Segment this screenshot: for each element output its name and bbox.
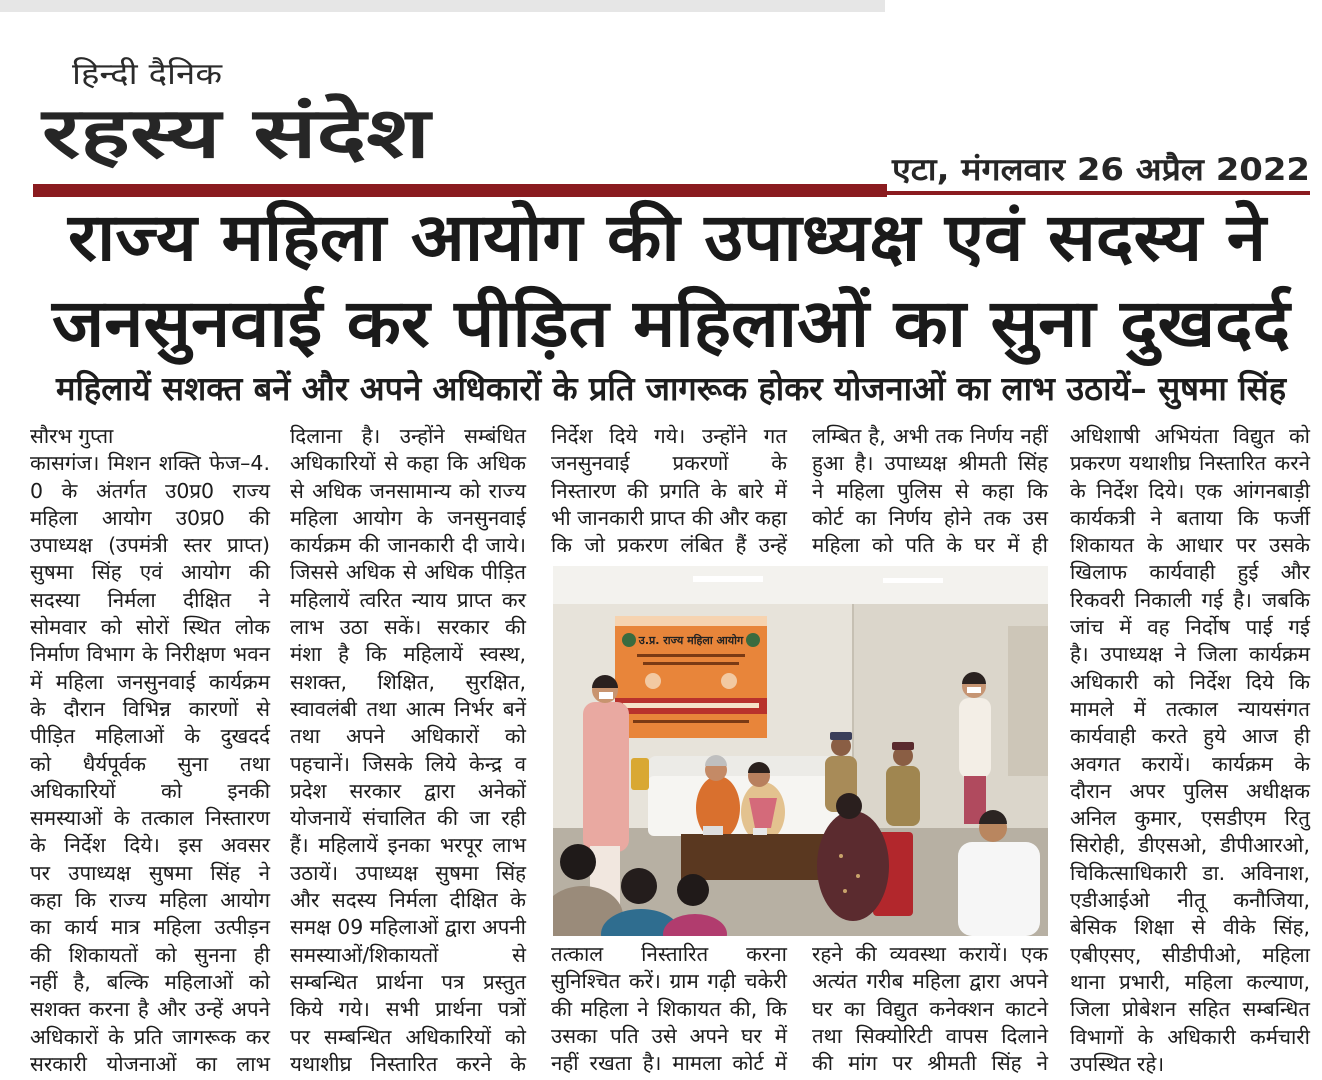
text-line: नहीं है, बल्कि महिलाओं को [30, 969, 270, 994]
text-line: सोमवार को सोरों स्थित लोक [30, 615, 270, 640]
text-line: थाना प्रभारी, महिला कल्याण, [1070, 969, 1310, 994]
text-line: जनसुनवाई प्रकरणों के [551, 451, 787, 476]
text-line: को धैर्यपूर्वक सुना तथा [30, 751, 270, 776]
text-line: की मांग पर श्रीमती सिंह ने [812, 1051, 1048, 1076]
dateline: एटा, मंगलवार 26 अप्रैल 2022 [892, 152, 1310, 188]
masthead-rule-thin [887, 191, 1310, 195]
text-line: मामले में तत्काल न्यायसंगत [1070, 696, 1310, 721]
text-line: अधिशाषी अभियंता विद्युत को [1070, 424, 1310, 448]
text-line: कार्यवाही करते हुये आज ही [1070, 724, 1310, 749]
text-line: दिलाना है। उन्होंने सम्बंधित [290, 424, 526, 448]
text-line: एबीएसए, सीडीपीओ, महिला [1070, 942, 1310, 967]
text-line: की महिला ने शिकायत की, कि [551, 996, 787, 1021]
column-2 [290, 423, 526, 1078]
text-line: कि जो प्रकरण लंबित हैं उन्हें [551, 533, 787, 558]
text-line: 0 के अंतर्गत उ0प्र0 राज्य [30, 478, 270, 503]
emblem-icon [746, 633, 760, 647]
text-line: है। उपाध्यक्ष ने जिला कार्यक्रम [1070, 642, 1310, 667]
text-line: किये गये। सभी प्रार्थना पत्रों [290, 997, 526, 1022]
column-1 [30, 423, 270, 1078]
text-line: खिलाफ कार्यवाही हुई और [1070, 560, 1310, 585]
column-4-bottom [812, 941, 1048, 1077]
text-line: सुषमा सिंह एवं आयोग की [30, 560, 270, 585]
text-line: उपस्थित रहे। [1070, 1051, 1165, 1076]
text-line: समक्ष 09 महिलाओं द्वारा अपनी [290, 915, 526, 940]
text-line: विभागों के अधिकारी कर्मचारी [1070, 1024, 1310, 1049]
paper-tagline: हिन्दी दैनिक [72, 57, 222, 92]
text-line: सदस्या निर्मला दीक्षित ने [30, 587, 270, 612]
text-line: और सदस्य निर्मला दीक्षित के [290, 888, 526, 913]
text-line: का कार्य मात्र महिला उत्पीड़न [30, 915, 270, 940]
text-line: अधिकारी को निर्देश दिये कि [1070, 669, 1310, 694]
text-line: जिला प्रोबेशन सहित सम्बन्धित [1070, 997, 1310, 1022]
text-line: महिला को पति के घर में ही [812, 533, 1048, 558]
text-line: समस्याओं के तत्काल निस्तारण [30, 806, 270, 831]
text-line: कहा कि राज्य महिला आयोग [30, 888, 270, 913]
text-line: पर उपाध्यक्ष सुषमा सिंह ने [30, 860, 270, 885]
masthead-rule [33, 184, 887, 197]
text-line: बेसिक शिक्षा से वीके सिंह, [1070, 915, 1310, 940]
paper-name: रहस्य संदेश [42, 92, 430, 174]
text-line: कार्यकत्री ने बताया कि फर्जी [1070, 505, 1310, 530]
commission-banner [615, 616, 767, 738]
text-line: शिकायत के आधार पर उसके [1070, 533, 1310, 558]
text-line: प्रदेश सरकार द्वारा अनेकों [290, 778, 526, 803]
column-4-top [812, 423, 1048, 559]
text-line: दौरान अपर पुलिस अधीक्षक [1070, 778, 1310, 803]
text-line: रहने की व्यवस्था करायें। एक [812, 942, 1048, 966]
text-line: कोर्ट का निर्णय होने तक उस [812, 505, 1048, 530]
text-line: हैं। महिलायें इनका भरपूर लाभ [290, 833, 526, 858]
column-3-top [551, 423, 787, 559]
text-line: तत्काल निस्तारित करना [551, 942, 787, 966]
text-line: स्वावलंबी तथा आत्म निर्भर बनें [290, 696, 526, 721]
text-line: मंशा है कि महिलायें स्वस्थ, [290, 642, 526, 667]
text-line: के निर्देश दिये। एक आंगनबाड़ी [1070, 478, 1310, 503]
text-line: हुआ है। उपाध्यक्ष श्रीमती सिंह [812, 451, 1048, 476]
text-line: अधिकारियों से कहा कि अधिक [290, 451, 526, 476]
emblem-icon [622, 633, 636, 647]
byline: सौरभ गुप्ता [30, 424, 114, 448]
subheadline: महिलायें सशक्त बनें और अपने अधिकारों के प्रति जागरूक होकर योजनाओं का लाभ उठायें– सुषमा सिंह [56, 369, 1286, 408]
banner-title: उ.प्र. राज्य महिला आयोग [638, 634, 744, 647]
text-line: भी जानकारी प्राप्त की और कहा [551, 505, 787, 530]
text-line: योजनायें संचालित की जा रही [290, 806, 526, 831]
text-line: महिला आयोग उ0प्र0 की [30, 505, 270, 530]
text-line: एडीआईओ नीतू कनौजिया, [1070, 888, 1310, 913]
top-edge-strip [0, 0, 885, 12]
text-line: पहचानें। जिसके लिये केन्द्र व [290, 751, 526, 776]
text-line: सशक्त, शिक्षित, सुरक्षित, [290, 669, 526, 694]
text-line: ने महिला पुलिस से कहा कि [812, 478, 1048, 503]
text-line: महिला आयोग के जनसुनवाई [290, 505, 526, 530]
text-line: निर्देश दिये गये। उन्होंने गत [551, 424, 787, 448]
text-line: सशक्त करना है और उन्हें अपने [30, 997, 270, 1022]
text-line: सम्बन्धित प्रार्थना पत्र प्रस्तुत [290, 969, 526, 994]
text-line: जिससे अधिक से अधिक पीड़ित [290, 560, 526, 585]
text-line: उठायें। उपाध्यक्ष सुषमा सिंह [290, 860, 526, 885]
text-line: उपाध्यक्ष (उपमंत्री स्तर प्राप्त) [30, 533, 270, 558]
text-line: अधिकारियों को इनकी [30, 778, 270, 803]
text-line: चिकित्साधिकारी डा. अविनाश, [1070, 860, 1310, 885]
text-line: अवगत करायें। कार्यक्रम के [1070, 751, 1310, 776]
text-line: की शिकायतों को सुनना ही [30, 942, 270, 967]
text-line: तथा अपने अधिकारों को [290, 724, 526, 749]
text-line: सुनिश्चित करें। ग्राम गढ़ी चकेरी [551, 969, 787, 994]
text-line: रिकवरी निकाली गई है। जबकि [1070, 587, 1310, 612]
text-line: महिलायें त्वरित न्याय प्राप्त कर [290, 587, 526, 612]
text-line: पीड़ित महिलाओं के दुखदर्द [30, 724, 270, 749]
headline-line-1: राज्य महिला आयोग की उपाध्यक्ष एवं सदस्य ने [68, 199, 1266, 276]
event-photo [553, 566, 1048, 936]
coffee-table [681, 826, 841, 880]
text-line: प्रकरण यथाशीघ्र निस्तारित करने [1070, 451, 1310, 476]
text-line: उसका पति उसे अपने घर में [551, 1023, 787, 1048]
event-photo-image [553, 566, 1048, 936]
text-line: के निर्देश दिये। इस अवसर [30, 833, 270, 858]
text-line: निर्माण विभाग के निरीक्षण भवन [30, 642, 270, 667]
text-line: सरकारी योजनाओं का लाभ [30, 1051, 270, 1076]
text-line: में महिला जनसुनवाई कार्यक्रम [30, 669, 270, 694]
text-line: नहीं रखता है। मामला कोर्ट में [551, 1051, 787, 1076]
text-line: समस्याओं/शिकायतों से [290, 942, 526, 967]
text-line: कार्यक्रम की जानकारी दी जाये। [290, 533, 526, 558]
text-line: यथाशीघ्र निस्तारित करने के [290, 1051, 526, 1076]
column-5 [1070, 423, 1310, 1078]
text-line: जांच में वह निर्दोष पाई गई [1070, 615, 1310, 640]
text-line: लाभ उठा सकें। सरकार की [290, 615, 526, 640]
text-line: तथा सिक्योरिटी वापस दिलाने [812, 1023, 1048, 1048]
text-line: के दौरान विभिन्न कारणों से [30, 696, 270, 721]
text-line: कासगंज। मिशन शक्ति फेज–4. [30, 451, 270, 476]
text-line: लम्बित है, अभी तक निर्णय नहीं [812, 424, 1048, 448]
text-line: सिरोही, डीएसओ, डीपीआरओ, [1070, 833, 1310, 858]
text-line: पर सम्बन्धित अधिकारियों को [290, 1024, 526, 1049]
text-line: निस्तारण की प्रगति के बारे में [551, 478, 787, 503]
text-line: अनिल कुमार, एसडीएम रितु [1070, 806, 1310, 831]
column-3-bottom [551, 941, 787, 1077]
text-line: अधिकारों के प्रति जागरूक कर [30, 1024, 270, 1049]
text-line: से अधिक जनसामान्य को राज्य [290, 478, 526, 503]
text-line: घर का विद्युत कनेक्शन काटने [812, 996, 1048, 1021]
headline-line-2: जनसुनवाई कर पीड़ित महिलाओं का सुना दुखदर्द [52, 285, 1291, 362]
text-line: अत्यंत गरीब महिला द्वारा अपने [812, 969, 1048, 994]
